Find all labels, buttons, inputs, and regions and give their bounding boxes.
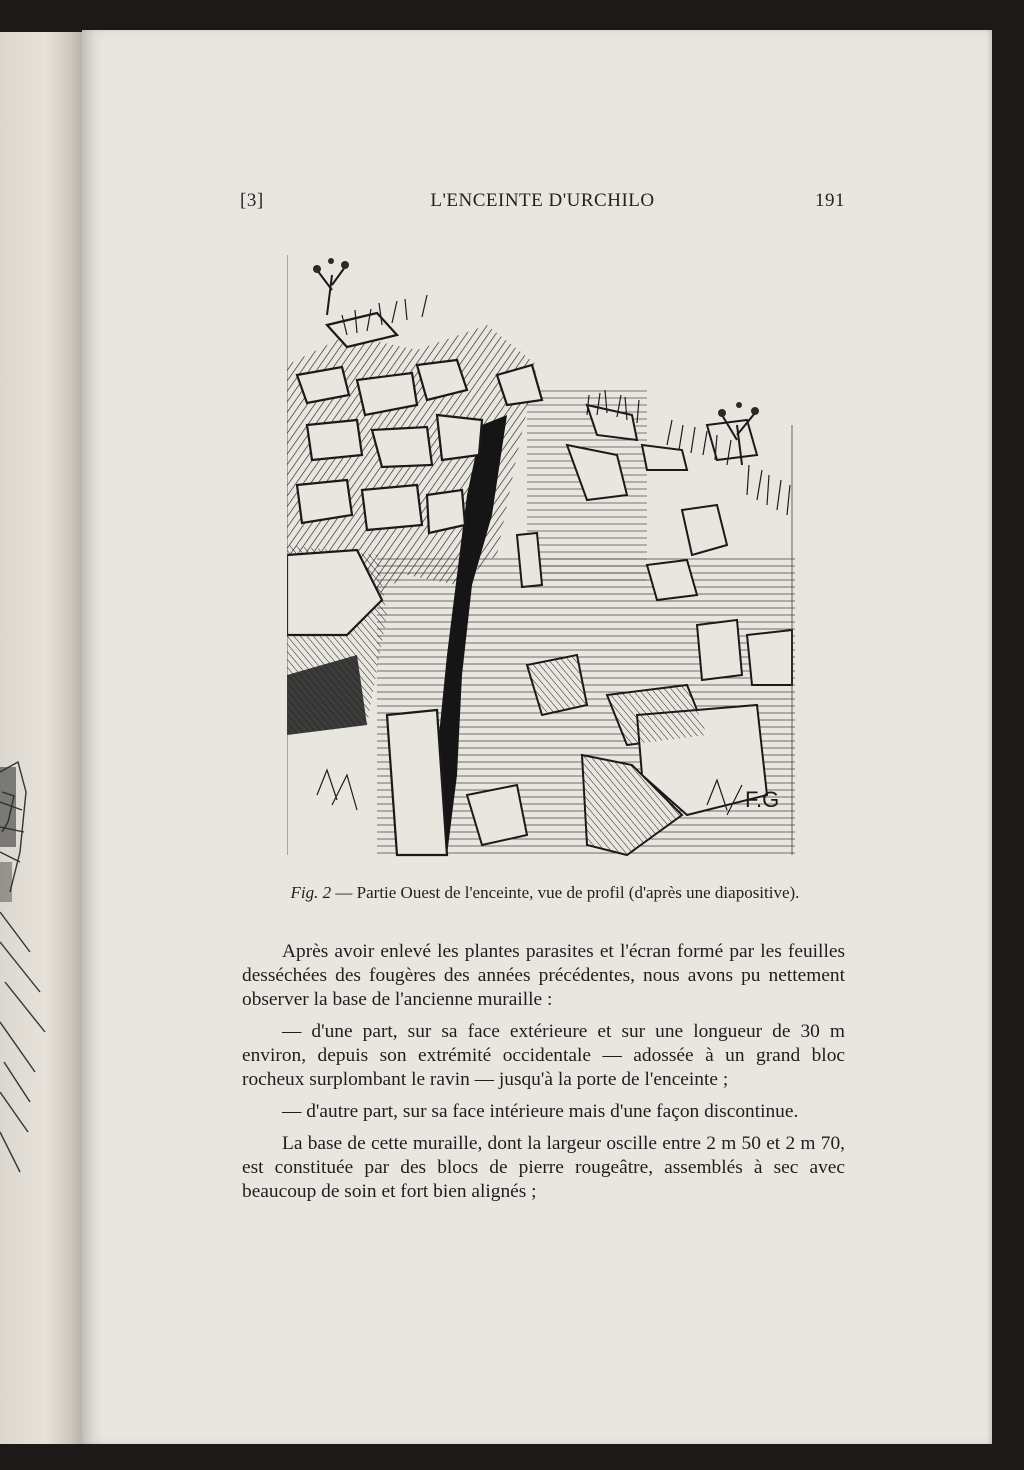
facing-page-edge — [0, 32, 82, 1444]
running-head — [240, 190, 845, 216]
paragraph-4: La base de cette muraille, dont la largeur oscille entre 2 m 50 et 2 m 70, est constituée par des blocs de pierre rougeâtre, assemblés à sec avec beaucoup de soin et fort bien alignés ; — [242, 1133, 845, 1202]
stone-wall-drawing-icon — [287, 255, 795, 863]
figure-caption-text: — Partie Ouest de l'enceinte, vue de profil (d'après une diapositive). — [331, 883, 800, 902]
figure-drawing — [287, 255, 795, 863]
body-text — [242, 940, 845, 1212]
paragraph-2: — d'une part, sur sa face extérieure et sur une longueur de 30 m environ, depuis son extrémité occidentale — adossée à un grand bloc rocheux surplombant le ravin — jusqu'à la porte de l'enceinte ; — [242, 1021, 845, 1090]
paragraph-3: — d'autre part, sur sa face intérieure mais d'une façon discontinue. — [282, 1101, 799, 1122]
figure-label: Fig. 2 — [290, 883, 332, 902]
paragraph-1: Après avoir enlevé les plantes parasites et l'écran formé par les feuilles desséchées des fougères des années précédentes, nous avons pu nettement observer la base de l'ancienne muraille : — [242, 941, 845, 1010]
figure-caption — [240, 883, 850, 903]
facing-page-sketch-icon — [0, 732, 82, 1212]
section-number: [3] — [240, 190, 264, 211]
page-number: 191 — [815, 190, 845, 211]
chapter-title: L'ENCEINTE D'URCHILO — [430, 190, 655, 211]
drawing-signature: F.G — [745, 787, 780, 812]
